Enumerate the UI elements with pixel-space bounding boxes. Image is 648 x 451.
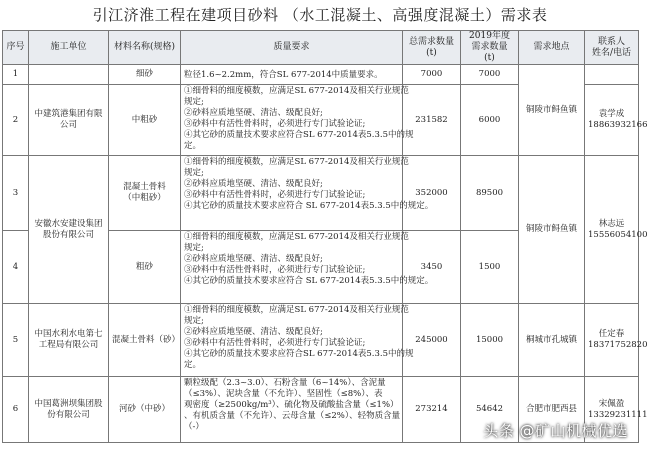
cell-place: 桐城市孔城镇 [519, 304, 585, 377]
header-2019: 2019年度 需求数量 (t) [461, 31, 519, 65]
cell-contact-empty [585, 65, 639, 85]
quality-line: ①细骨料的细度模数，应满足SL 677-2014及相关行业规范 [184, 157, 409, 167]
quality-line: 观密度（≥2500kg/m³）、硫化物及硫酸盐含量（≤1%） [184, 400, 399, 410]
cell-unit-empty [29, 65, 109, 85]
cell-2019: 89500 [461, 156, 519, 231]
cell-seq: 1 [3, 65, 29, 85]
quality-line: 规定; [184, 243, 204, 253]
quality-line: 规定; [184, 97, 204, 107]
cell-quality [181, 304, 414, 377]
cell-place: 铜陵市鲟鱼镇 [519, 156, 585, 304]
quality-line: 定。 [184, 141, 202, 151]
quality-line: ④其它砂的质量技术要求应符合SL 677-2014表5.3.5中的规 [184, 349, 414, 359]
quality-line: ②砂料应质地坚硬、清洁、级配良好; [184, 254, 323, 264]
quality-line: （-） [184, 422, 204, 432]
cell-material: 混凝土骨料（砂） [109, 304, 181, 377]
header-material: 材料名称(规格) [109, 31, 181, 65]
watermark-text: 头条 @矿山机械优选 [483, 422, 628, 440]
cell-total: 245000 [403, 304, 461, 377]
cell-2019: 15000 [461, 304, 519, 377]
cell-seq: 6 [3, 377, 29, 443]
cell-2019: 6000 [461, 85, 519, 156]
cell-2019: 7000 [461, 65, 519, 85]
cell-seq: 2 [3, 85, 29, 156]
cell-contact: 袁学成 18863932166 [585, 85, 639, 156]
quality-line: ③砂料中有活性骨料时，必须进行专门试验论证; [184, 190, 366, 200]
cell-material: 河砂（中砂） [109, 377, 181, 443]
header-quality: 质量要求 [181, 31, 403, 65]
quality-line: ①细骨料的细度模数，应满足SL 677-2014及相关行业规范 [184, 86, 409, 96]
cell-contact: 宋佩盈 13329231111 [585, 377, 639, 443]
header-total: 总需求数量 (t) [403, 31, 461, 65]
cell-total: 352000 [403, 156, 461, 231]
quality-line: ②砂料应质地坚硬、清洁、级配良好; [184, 108, 323, 118]
quality-line: 、有机质含量（不允许）、云母含量（≤2%）、轻物质含量 [184, 411, 401, 421]
cell-seq: 5 [3, 304, 29, 377]
cell-quality [181, 377, 403, 443]
cell-material: 中粗砂 [109, 85, 181, 156]
quality-line: 规定; [184, 168, 204, 178]
quality-line: ②砂料应质地坚硬、清洁、级配良好; [184, 327, 323, 337]
quality-line: 规定; [184, 316, 204, 326]
cell-material: 混凝土骨料 （中粗砂） [109, 156, 181, 231]
quality-line: ①细骨料的细度模数，应满足SL 677-2014及相关行业规范 [184, 305, 409, 315]
demand-table [2, 30, 648, 443]
quality-line: ①细骨料的细度模数，应满足SL 677-2014及相关行业规范 [184, 232, 409, 242]
cell-total: 3450 [403, 231, 461, 304]
cell-total: 7000 [403, 65, 461, 85]
quality-line: ③砂料中有活性骨料时，必须进行专门试验论证; [184, 338, 366, 348]
cell-quality [181, 85, 414, 156]
cell-place: 合肥市肥西县 [519, 377, 585, 443]
cell-2019: 1500 [461, 231, 519, 304]
table-row [3, 65, 639, 85]
header-unit: 施工单位 [29, 31, 109, 65]
cell-unit: 中国水利水电第七工程局有限公司 [29, 304, 109, 377]
cell-unit: 安徽水安建设集团股份有限公司 [29, 156, 109, 304]
quality-line: ③砂料中有活性骨料时，必须进行专门试验论证; [184, 119, 366, 129]
quality-line: 颗粒级配（2.3~3.0）、石粉含量（6~14%）、含泥量 [184, 378, 386, 388]
cell-seq: 3 [3, 156, 29, 231]
cell-seq: 4 [3, 231, 29, 304]
cell-quality [181, 65, 403, 85]
cell-contact: 林志远 15556054100 [585, 156, 639, 304]
quality-line: ③砂料中有活性骨料时，必须进行专门试验论证; [184, 265, 366, 275]
cell-unit: 中建筑港集团有限公司 [29, 85, 109, 156]
quality-line: ②砂料应质地坚硬、清洁、级配良好; [184, 179, 323, 189]
quality-line: 粒径1.6~2.2mm，符合SL 677-2014中质量要求。 [184, 69, 383, 80]
table-row [3, 156, 639, 231]
cell-place: 铜陵市鲟鱼镇 [519, 65, 585, 156]
table-row [3, 304, 639, 377]
cell-total: 231582 [403, 85, 461, 156]
demand-table-container [2, 30, 648, 451]
quality-line: （≤3%）、泥块含量（不允许）、坚固性（≤8%）、表 [184, 389, 383, 399]
cell-material: 粗砂 [109, 231, 181, 304]
cell-total: 273214 [403, 377, 461, 443]
cell-material: 细砂 [109, 65, 181, 85]
cell-unit: 中国葛洲坝集团股份有限公司 [29, 377, 109, 443]
header-place: 需求地点 [519, 31, 585, 65]
quality-line: ④其它砂的质量技术要求应符合 SL 677-2014表5.3.5中的规定。 [184, 201, 434, 211]
header-contact: 联系人 姓名/电话 [585, 31, 639, 65]
page-title: 引江济淮工程在建项目砂料 （水工混凝土、高强度混凝土）需求表 [92, 6, 548, 24]
quality-line: ④其它砂的质量技术要求应符合SL 677-2014表5.3.5中的规 [184, 130, 414, 140]
quality-line: 定。 [184, 360, 202, 370]
header-seq: 序号 [3, 31, 29, 65]
quality-line: ④其它砂的质量技术要求应符合 SL 677-2014表5.3.5中的规定。 [184, 276, 434, 286]
cell-contact: 任定春 18371752820 [585, 304, 639, 377]
cell-2019: 54642 [461, 377, 519, 443]
